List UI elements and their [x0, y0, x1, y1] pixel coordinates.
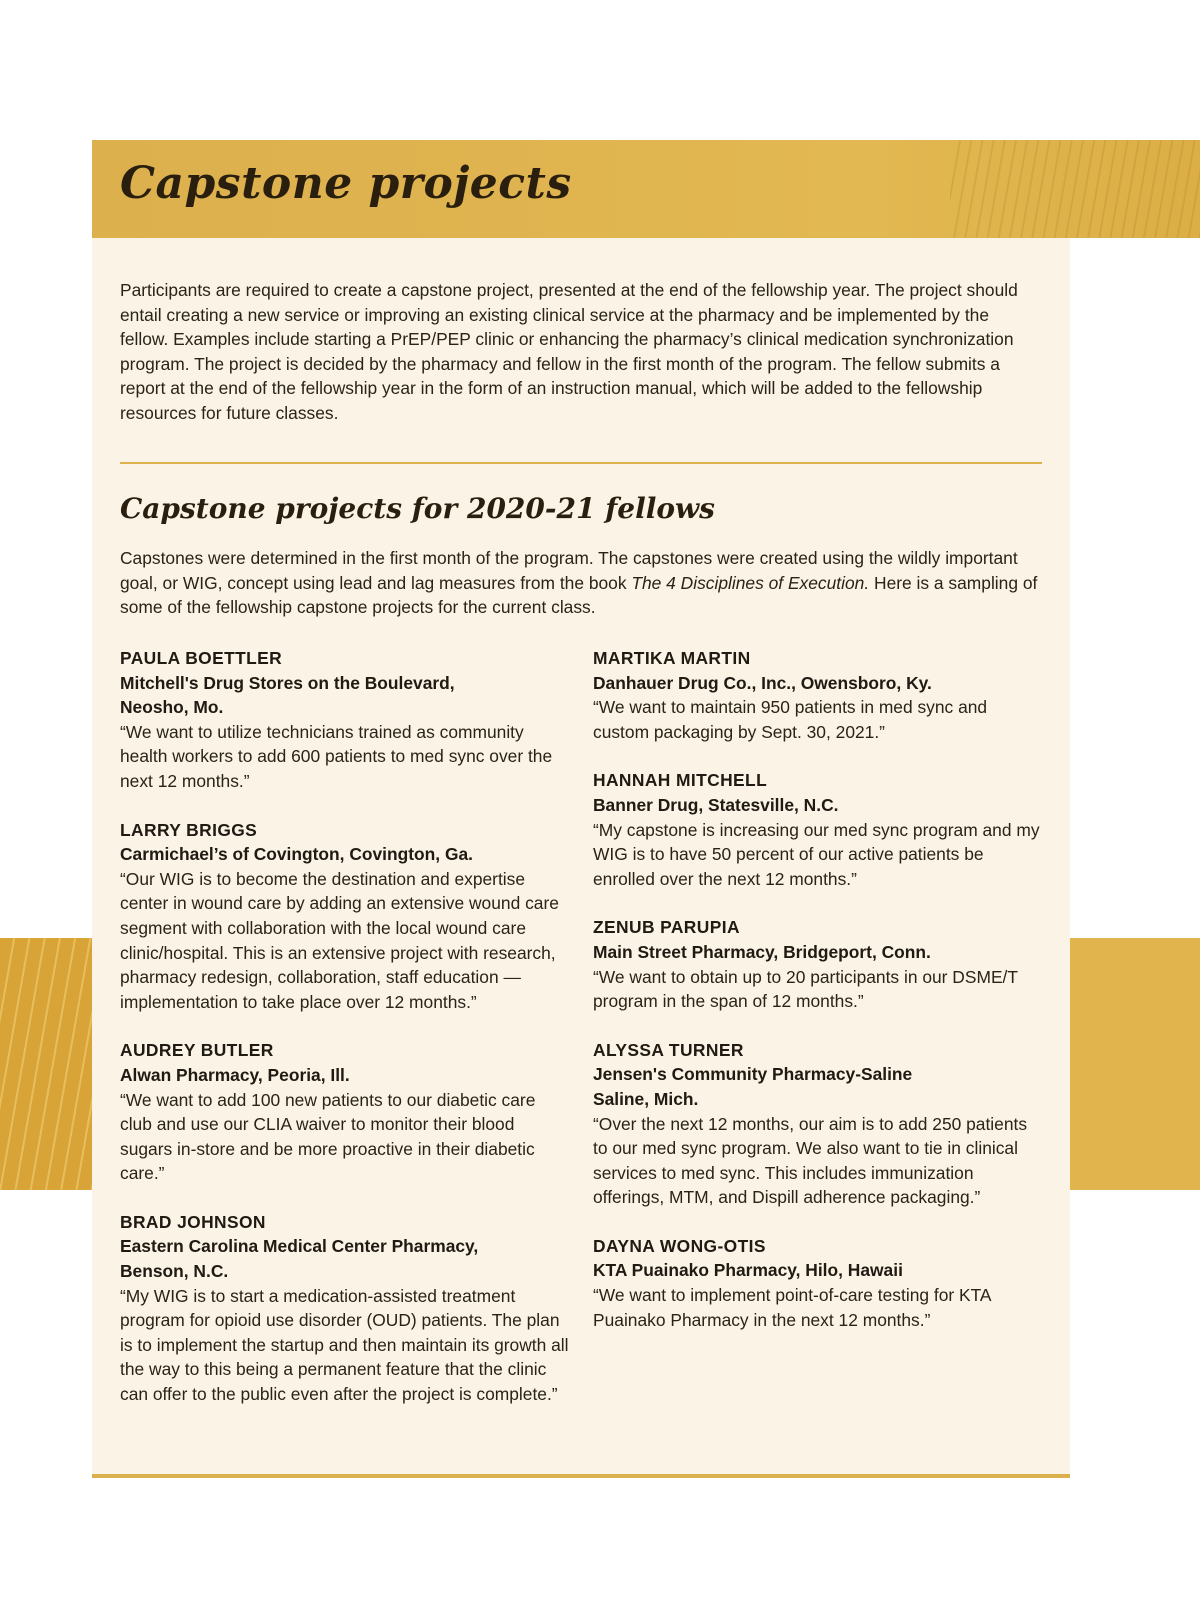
fellow-entry — [120, 818, 570, 1015]
fellow-entry — [593, 768, 1043, 891]
fellow-entry — [120, 646, 570, 794]
section-intro-text: Capstones were determined in the first month of the program. The capstones were created using the wildly important goal, or WIG, concept using lead and lag measures from the book — [120, 548, 1018, 593]
intro-paragraph: Participants are required to create a capstone project, presented at the end of the fellowship year. The project should entail creating a new service or improving an existing clinical service at the pharmacy and be implemented by the fellow. Examples include starting a PrEP/PEP clinic or enhancing the pharmacy’s clinical medication synchronization program. The project is decided by the pharmacy and fellow in the first month of the program. The fellow submits a report at the end of the fellowship year in the form of an instruction manual, which will be added to the fellowship resources for future classes. — [120, 280, 1018, 423]
fellow-pharmacy: Carmichael’s of Covington, Covington, Ga. — [120, 844, 473, 865]
content-panel — [92, 238, 1070, 1478]
section-divider — [120, 462, 1042, 464]
fellow-quote: “We want to add 100 new patients to our diabetic care club and use our CLIA waiver to monitor their blood sugars in-store and be more proactive in their diabetic care.” — [120, 1089, 536, 1184]
fellow-pharmacy: Mitchell's Drug Stores on the Boulevard, — [120, 672, 455, 693]
fellow-entry — [593, 915, 1043, 1013]
gold-stripe-band-left — [0, 938, 92, 1190]
section-title: Capstone projects for 2020-21 fellows — [120, 492, 715, 525]
fellow-name: MARTIKA MARTIN — [593, 648, 751, 668]
fellow-quote: “My capstone is increasing our med sync program and my WIG is to have 50 percent of our active patients be enrolled over the next 12 months.” — [593, 819, 1040, 889]
gold-band-right — [1068, 938, 1200, 1190]
fellow-pharmacy: Danhauer Drug Co., Inc., Owensboro, Ky. — [593, 672, 932, 693]
section-intro — [120, 546, 1040, 620]
fellow-name: ALYSSA TURNER — [593, 1039, 744, 1060]
fellow-entry — [593, 1038, 1043, 1210]
fellow-name: AUDREY BUTLER — [120, 1040, 274, 1061]
fellow-entry — [120, 1210, 570, 1407]
fellow-name: PAULA BOETTLER — [120, 648, 283, 668]
fellow-name: BRAD JOHNSON — [120, 1211, 266, 1232]
fellow-name: HANNAH MITCHELL — [593, 770, 768, 791]
fellows-column-left — [120, 646, 570, 1431]
fellow-location: Benson, N.C. — [120, 1261, 229, 1282]
fellow-entry — [120, 1038, 570, 1186]
fellow-quote: “My WIG is to start a medication-assisted treatment program for opioid use disorder (OUD) patients. The plan is to implement the startup and then maintain its growth all the way to this being a permanent feature that the clinic can offer to the public even after the project is complete.” — [120, 1285, 569, 1405]
fellow-name: LARRY BRIGGS — [120, 819, 258, 840]
fellow-pharmacy: Alwan Pharmacy, Peoria, Ill. — [120, 1064, 350, 1085]
fellow-pharmacy: Jensen's Community Pharmacy-Saline — [593, 1064, 913, 1085]
fellow-entry — [593, 1234, 1043, 1332]
fellow-location: Neosho, Mo. — [120, 697, 224, 718]
book-title: The 4 Disciplines of Execution. — [631, 572, 870, 593]
fellow-name: ZENUB PARUPIA — [593, 917, 740, 938]
section-intro-text-end: Here is a sampling of some of the fellowship capstone projects for the current class. — [120, 572, 1038, 618]
fellow-quote: “Our WIG is to become the destination and expertise center in wound care by adding an extensive wound care segment with collaboration with the local wound care clinic/hospital. This is an extensive project with research, pharmacy redesign, collaboration, staff education — implementation to take place over 12 months.” — [120, 868, 559, 1012]
fellow-quote: “We want to maintain 950 patients in med sync and custom packaging by Sept. 30, 2021.” — [593, 697, 988, 742]
fellow-quote: “We want to obtain up to 20 participants in our DSME/T program in the span of 12 months.” — [593, 966, 1018, 1012]
fellow-quote: “We want to utilize technicians trained as community health workers to add 600 patients to med sync over the next 12 months.” — [120, 721, 553, 791]
fellow-pharmacy: Eastern Carolina Medical Center Pharmacy, — [120, 1236, 479, 1257]
fellow-entry — [593, 646, 1043, 744]
fellow-quote: “We want to implement point-of-care testing for KTA Puainako Pharmacy in the next 12 months.” — [593, 1285, 991, 1330]
fellow-location: Saline, Mich. — [593, 1088, 699, 1109]
fellow-quote: “Over the next 12 months, our aim is to add 250 patients to our med sync program. We also want to tie in clinical services to med sync. This includes immunization offerings, MTM, and Dispill adherence packaging.” — [593, 1113, 1028, 1208]
header-stripe-pattern — [950, 140, 1200, 238]
fellow-pharmacy: Main Street Pharmacy, Bridgeport, Conn. — [593, 941, 931, 962]
fellows-column-right — [593, 646, 1043, 1356]
fellow-pharmacy: Banner Drug, Statesville, N.C. — [593, 794, 839, 815]
fellow-name: DAYNA WONG-OTIS — [593, 1235, 766, 1256]
header-bar — [92, 140, 1200, 238]
fellow-pharmacy: KTA Puainako Pharmacy, Hilo, Hawaii — [593, 1260, 903, 1281]
page-title: Capstone projects — [120, 158, 572, 209]
